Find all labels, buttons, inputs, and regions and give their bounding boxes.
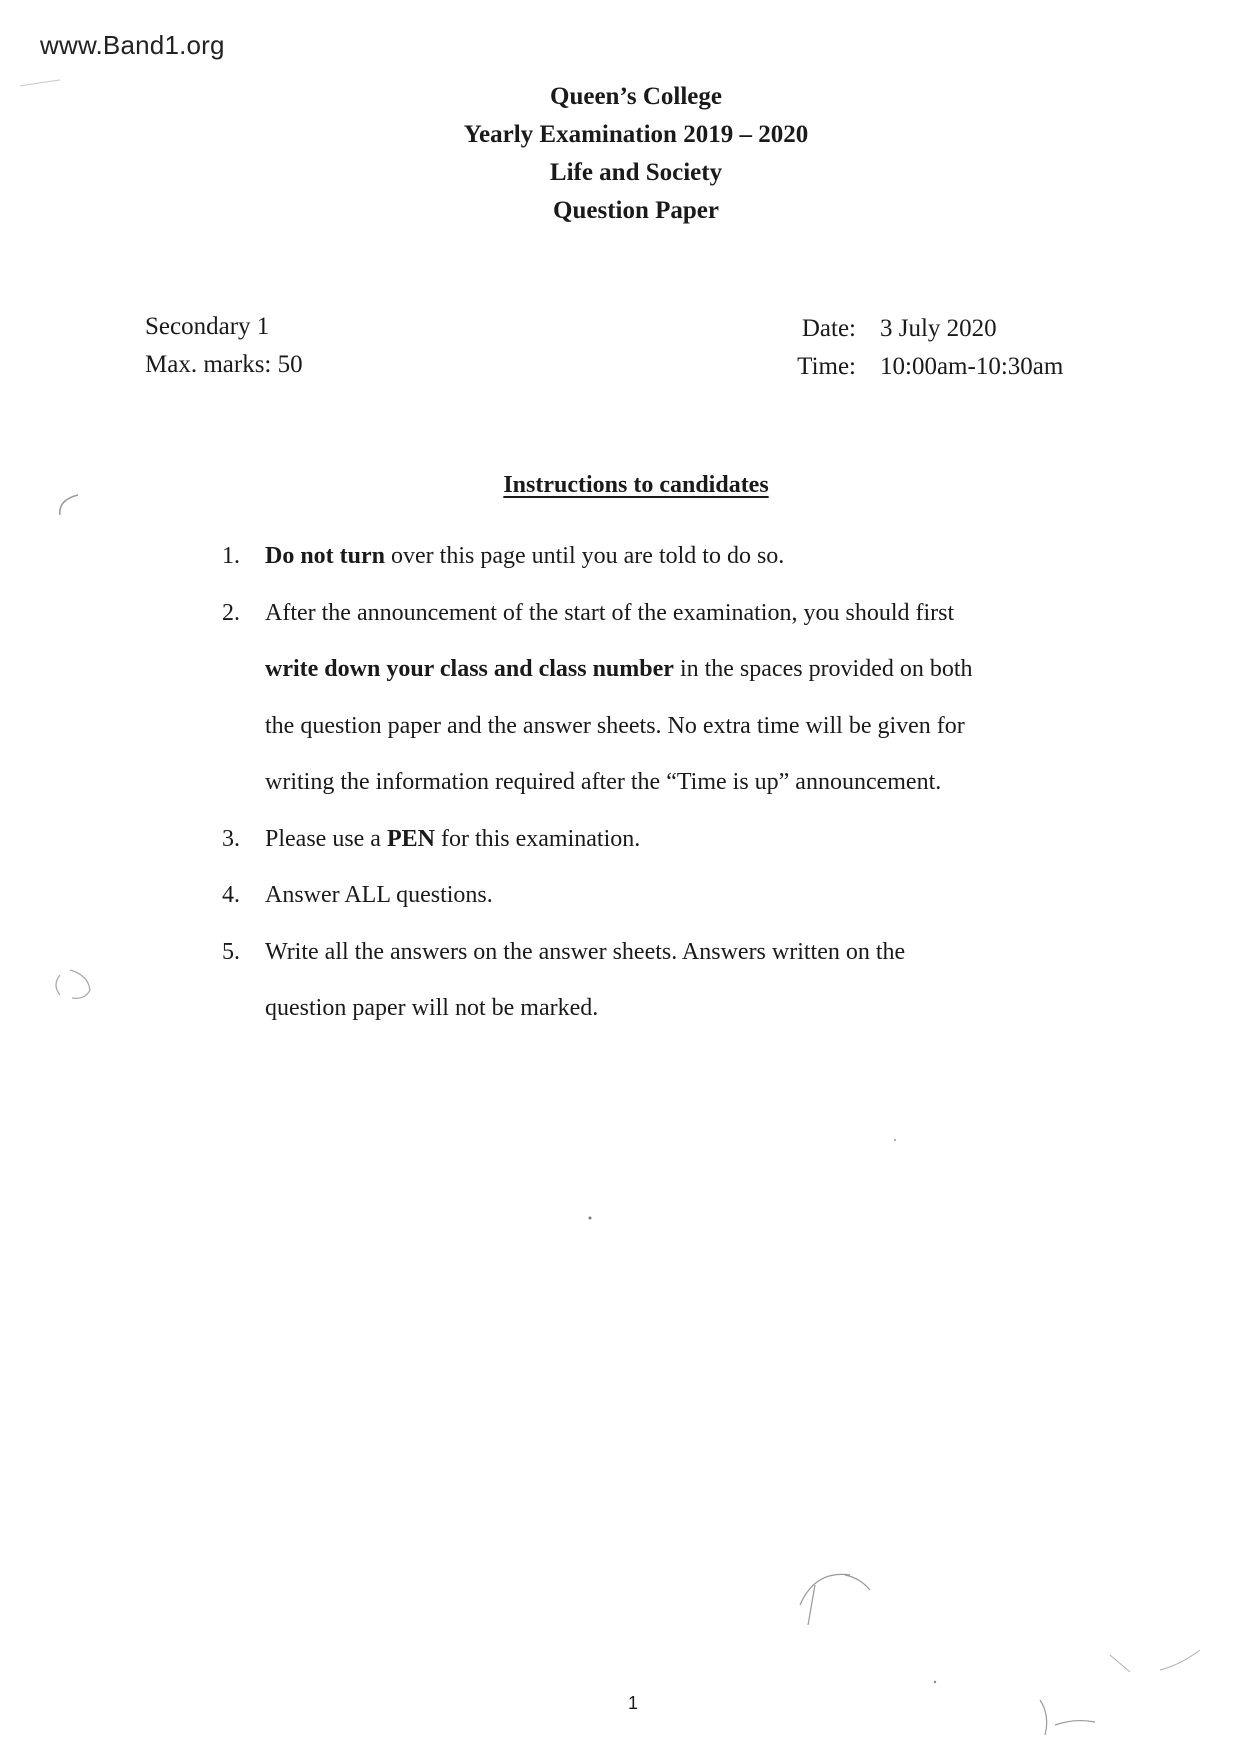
instruction-text: Please use a (265, 825, 387, 852)
item-number: 5. (222, 938, 240, 965)
date-value: 3 July 2020 (880, 315, 997, 342)
instruction-text: After the announcement of the start of the examination, you should first (265, 599, 955, 626)
site-watermark: www.Band1.org (40, 30, 225, 60)
instruction-text: question paper will not be marked. (265, 995, 599, 1021)
instruction-text: for this examination. (434, 825, 641, 852)
instructions-title: Instructions to candidates (503, 472, 769, 498)
bold-phrase: Do not turn (265, 543, 386, 569)
instruction-text: the question paper and the answer sheets. No extra time will be given for (265, 712, 965, 739)
date-label: Date: (801, 315, 856, 342)
item-number: 4. (222, 882, 240, 908)
instruction-text: over this page until you are told to do so. (385, 543, 785, 569)
exam-title: Yearly Examination 2019 – 2020 (463, 121, 809, 148)
form-level: Secondary 1 (145, 313, 270, 340)
instruction-text: Answer ALL questions. (265, 882, 493, 908)
max-marks: Max. marks: 50 (145, 351, 303, 378)
item-number: 3. (222, 825, 240, 852)
item-number: 2. (222, 599, 240, 626)
time-label: Time: (797, 353, 856, 380)
time-value: 10:00am-10:30am (880, 353, 1064, 380)
subject-title: Life and Society (549, 159, 723, 186)
instruction-text: in the spaces provided on both (673, 656, 973, 682)
bold-phrase: PEN (386, 825, 435, 852)
school-name: Queen’s College (550, 83, 722, 110)
hole-punch-mark (56, 970, 90, 998)
item-number: 1. (222, 543, 240, 569)
hole-punch-mark (60, 495, 78, 515)
instruction-text: writing the information required after the “Time is up” announcement. (265, 769, 942, 795)
page-number: 1 (628, 1693, 639, 1713)
paper-type: Question Paper (553, 197, 719, 224)
bold-phrase: write down your class and class number (265, 656, 674, 682)
instruction-text: Write all the answers on the answer sheets. Answers written on the (265, 938, 906, 965)
